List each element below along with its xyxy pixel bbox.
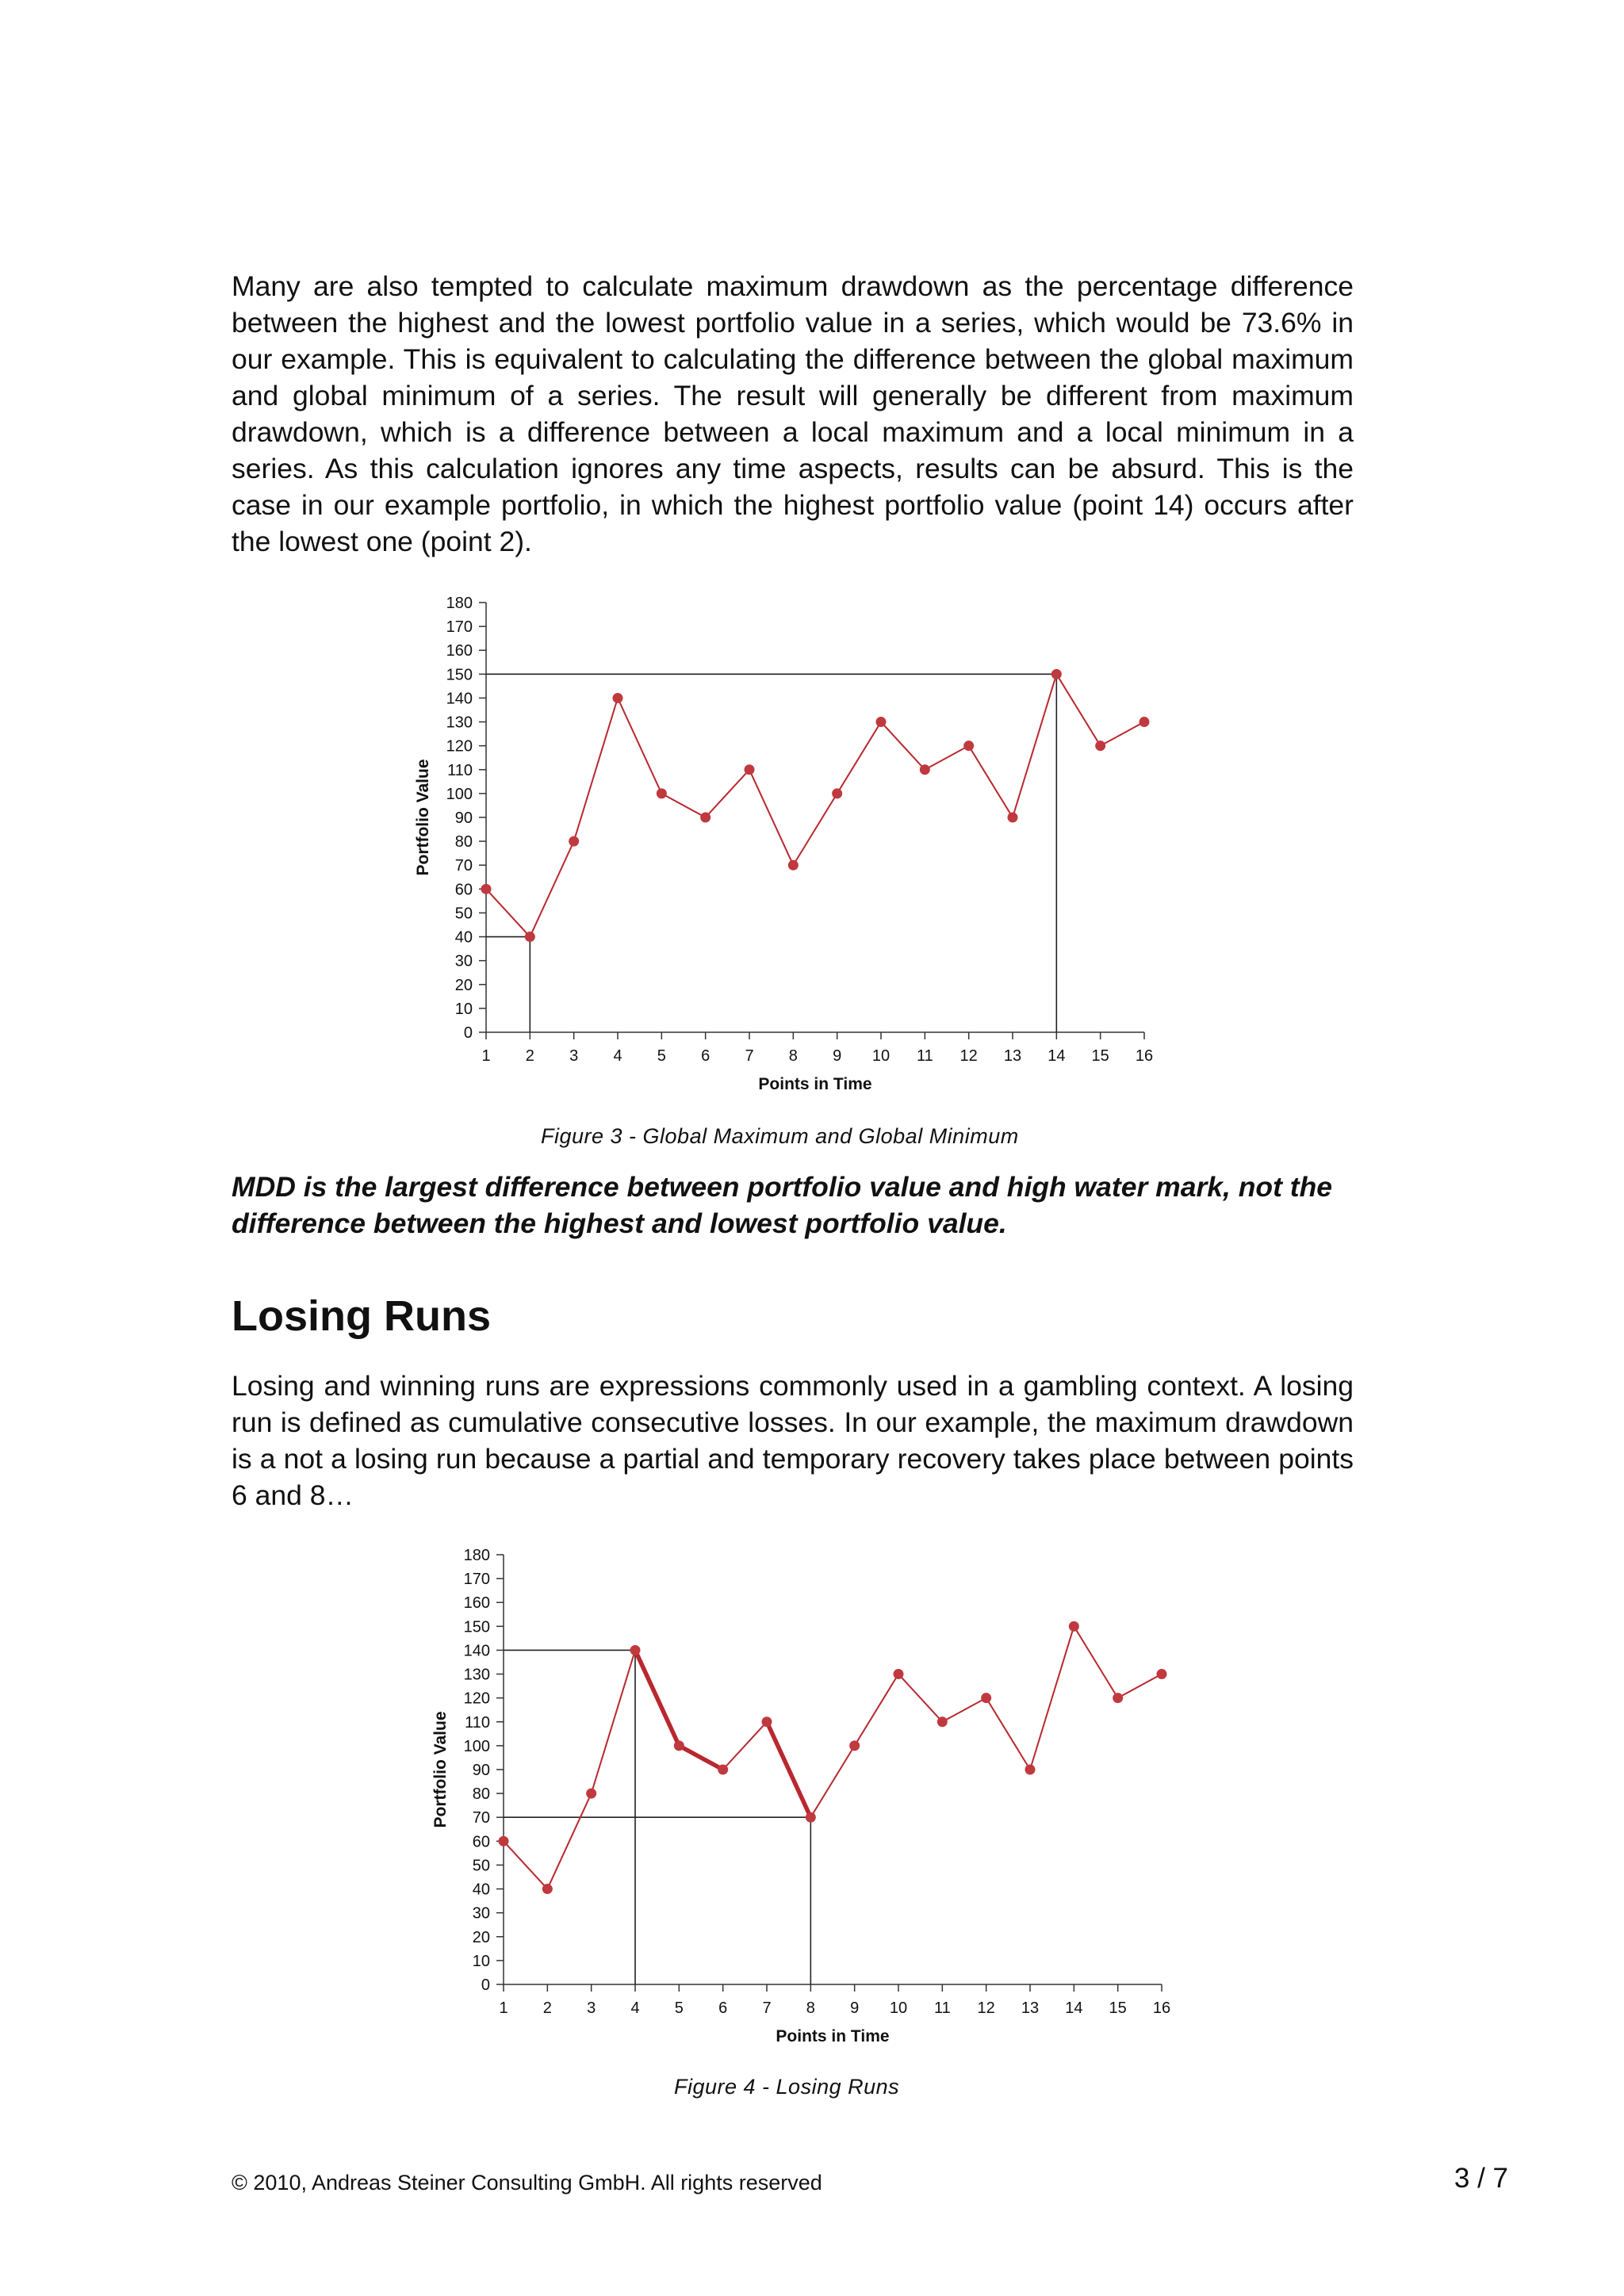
x-tick-label: 10 bbox=[871, 1047, 891, 1065]
x-tick-label: 12 bbox=[977, 1999, 995, 2017]
losing-run-segment bbox=[635, 1650, 679, 1745]
x-tick-label: 14 bbox=[1065, 1999, 1083, 2017]
y-tick-label: 20 bbox=[454, 976, 473, 994]
y-tick-label: 80 bbox=[472, 1785, 490, 1804]
y-tick-label: 70 bbox=[472, 1809, 490, 1827]
x-tick-label: 11 bbox=[916, 1047, 933, 1065]
x-axis-label: Points in Time bbox=[776, 2027, 890, 2045]
x-tick-label: 10 bbox=[889, 1999, 908, 2017]
data-point-11 bbox=[937, 1716, 948, 1727]
y-tick-label: 0 bbox=[463, 1024, 473, 1042]
losing-run-segment bbox=[767, 1722, 810, 1817]
y-tick-label: 90 bbox=[454, 809, 473, 827]
y-tick-label: 120 bbox=[463, 1689, 490, 1708]
x-tick-label: 9 bbox=[850, 1999, 860, 2017]
data-point-4 bbox=[630, 1645, 641, 1655]
figure-3-chart bbox=[396, 591, 1189, 1098]
y-tick-label: 130 bbox=[463, 1666, 490, 1684]
data-point-10 bbox=[894, 1669, 904, 1679]
figure-3-caption: Figure 3 - Global Maximum and Global Minimum bbox=[541, 1124, 1019, 1148]
y-tick-label: 70 bbox=[454, 857, 473, 875]
data-point-7 bbox=[745, 764, 755, 775]
data-point-2 bbox=[525, 932, 535, 942]
page-number: 3 / 7 bbox=[1454, 2163, 1508, 2194]
x-tick-label: 12 bbox=[959, 1047, 978, 1065]
data-point-6 bbox=[700, 813, 710, 823]
y-tick-label: 140 bbox=[463, 1642, 490, 1660]
x-tick-label: 9 bbox=[833, 1047, 842, 1065]
data-point-8 bbox=[788, 860, 799, 871]
data-point-8 bbox=[806, 1812, 816, 1823]
data-point-1 bbox=[481, 884, 492, 894]
x-tick-label: 13 bbox=[1021, 1999, 1040, 2017]
x-tick-label: 7 bbox=[745, 1047, 754, 1065]
y-tick-label: 180 bbox=[463, 1547, 490, 1564]
y-tick-label: 100 bbox=[463, 1737, 490, 1755]
y-tick-label: 110 bbox=[465, 1713, 490, 1732]
y-tick-label: 90 bbox=[472, 1762, 490, 1779]
x-tick-label: 1 bbox=[499, 1999, 508, 2017]
data-point-10 bbox=[876, 717, 887, 727]
y-axis-label: Portfolio Value bbox=[414, 759, 432, 876]
data-point-12 bbox=[963, 740, 974, 751]
series-line bbox=[504, 1626, 1162, 1888]
y-tick-label: 10 bbox=[454, 1000, 473, 1018]
x-tick-label: 4 bbox=[613, 1047, 622, 1065]
x-tick-label: 11 bbox=[933, 1999, 951, 2017]
intro-paragraph: Many are also tempted to calculate maximum drawdown as the percentage difference between the highest and the lowest portfolio value in a series, which would be 73.6% in our example. This is equivalent to calculating the difference between the global maximum and global minimum of a series. The result will generally be different from maximum drawdown, which is a difference between a local maximum and a local minimum in a series. As this calculation ignores any time aspects, results can be absurd. This is the case in our example portfolio, in which the highest portfolio value (point 14) occurs after the lowest one (point 2). bbox=[232, 270, 1354, 557]
data-point-15 bbox=[1113, 1693, 1123, 1703]
y-tick-label: 100 bbox=[446, 785, 473, 803]
data-point-7 bbox=[762, 1716, 772, 1727]
figure-4-chart bbox=[414, 1543, 1207, 2050]
data-point-9 bbox=[832, 788, 842, 798]
x-tick-label: 2 bbox=[542, 1999, 552, 2017]
data-point-6 bbox=[718, 1765, 728, 1775]
y-tick-label: 80 bbox=[454, 833, 473, 851]
data-point-3 bbox=[569, 836, 579, 847]
y-tick-label: 150 bbox=[463, 1618, 490, 1636]
data-point-3 bbox=[586, 1789, 596, 1799]
y-tick-label: 60 bbox=[472, 1833, 490, 1851]
x-tick-label: 4 bbox=[630, 1999, 640, 2017]
data-point-13 bbox=[1008, 813, 1018, 823]
data-point-5 bbox=[674, 1740, 684, 1751]
y-tick-label: 130 bbox=[446, 714, 473, 732]
losing-runs-paragraph: Losing and winning runs are expressions commonly used in a gambling context. A losing run is defined as cumulative consecutive losses. In our example, the maximum drawdown is a not a losing run because a partial and temporary recovery takes place between points 6 and 8… bbox=[232, 1370, 1354, 1511]
y-tick-label: 60 bbox=[454, 881, 473, 899]
section-heading: Losing Runs bbox=[232, 1292, 491, 1340]
x-tick-label: 13 bbox=[1003, 1047, 1022, 1065]
x-tick-label: 14 bbox=[1048, 1047, 1066, 1065]
y-tick-label: 50 bbox=[454, 905, 473, 923]
y-tick-label: 150 bbox=[446, 666, 473, 684]
x-tick-label: 5 bbox=[657, 1047, 666, 1065]
data-point-11 bbox=[920, 764, 930, 775]
data-point-12 bbox=[981, 1693, 991, 1703]
y-tick-label: 170 bbox=[463, 1571, 490, 1589]
figure-4-caption: Figure 4 - Losing Runs bbox=[674, 2075, 900, 2099]
data-point-14 bbox=[1069, 1621, 1079, 1632]
y-tick-label: 10 bbox=[472, 1952, 490, 1970]
x-tick-label: 15 bbox=[1091, 1047, 1109, 1065]
x-tick-label: 16 bbox=[1135, 1047, 1154, 1065]
y-tick-label: 20 bbox=[472, 1928, 490, 1946]
series-line bbox=[486, 674, 1144, 936]
x-tick-label: 6 bbox=[718, 1999, 728, 2017]
y-tick-label: 180 bbox=[446, 595, 473, 612]
x-tick-label: 5 bbox=[674, 1999, 684, 2017]
y-tick-label: 50 bbox=[472, 1857, 490, 1875]
x-tick-label: 1 bbox=[481, 1047, 491, 1065]
x-tick-label: 3 bbox=[569, 1047, 579, 1065]
losing-run-segment bbox=[679, 1746, 722, 1770]
data-point-9 bbox=[849, 1740, 860, 1751]
y-tick-label: 170 bbox=[446, 618, 473, 637]
x-tick-label: 15 bbox=[1109, 1999, 1127, 2017]
y-tick-label: 160 bbox=[446, 642, 473, 660]
y-tick-label: 110 bbox=[447, 761, 473, 779]
x-tick-label: 2 bbox=[525, 1047, 534, 1065]
data-point-4 bbox=[613, 693, 623, 703]
x-tick-label: 7 bbox=[762, 1999, 772, 2017]
y-tick-label: 30 bbox=[472, 1904, 490, 1923]
y-tick-label: 120 bbox=[446, 737, 473, 756]
data-point-5 bbox=[657, 788, 667, 798]
data-point-15 bbox=[1095, 740, 1105, 751]
y-tick-label: 30 bbox=[454, 952, 473, 970]
y-tick-label: 140 bbox=[446, 690, 473, 708]
y-tick-label: 0 bbox=[481, 1976, 490, 1994]
x-tick-label: 16 bbox=[1152, 1999, 1171, 2017]
y-axis-label: Portfolio Value bbox=[431, 1711, 450, 1828]
data-point-14 bbox=[1051, 669, 1062, 679]
data-point-16 bbox=[1157, 1669, 1167, 1679]
x-tick-label: 3 bbox=[587, 1999, 596, 2017]
y-tick-label: 40 bbox=[454, 928, 473, 947]
x-tick-label: 6 bbox=[701, 1047, 710, 1065]
footer-copyright: © 2010, Andreas Steiner Consulting GmbH. All rights reserved bbox=[232, 2171, 822, 2195]
x-axis-label: Points in Time bbox=[758, 1075, 872, 1093]
x-tick-label: 8 bbox=[788, 1047, 798, 1065]
x-tick-label: 8 bbox=[806, 1999, 815, 2017]
y-tick-label: 40 bbox=[472, 1881, 490, 1899]
data-point-1 bbox=[499, 1836, 509, 1846]
data-point-2 bbox=[542, 1884, 553, 1894]
y-tick-label: 160 bbox=[463, 1594, 490, 1613]
data-point-16 bbox=[1139, 717, 1150, 727]
mdd-note: MDD is the largest difference between portfolio value and high water mark, not the difference between the highest and lowest portfolio value. bbox=[232, 1171, 1333, 1239]
data-point-13 bbox=[1025, 1765, 1036, 1775]
